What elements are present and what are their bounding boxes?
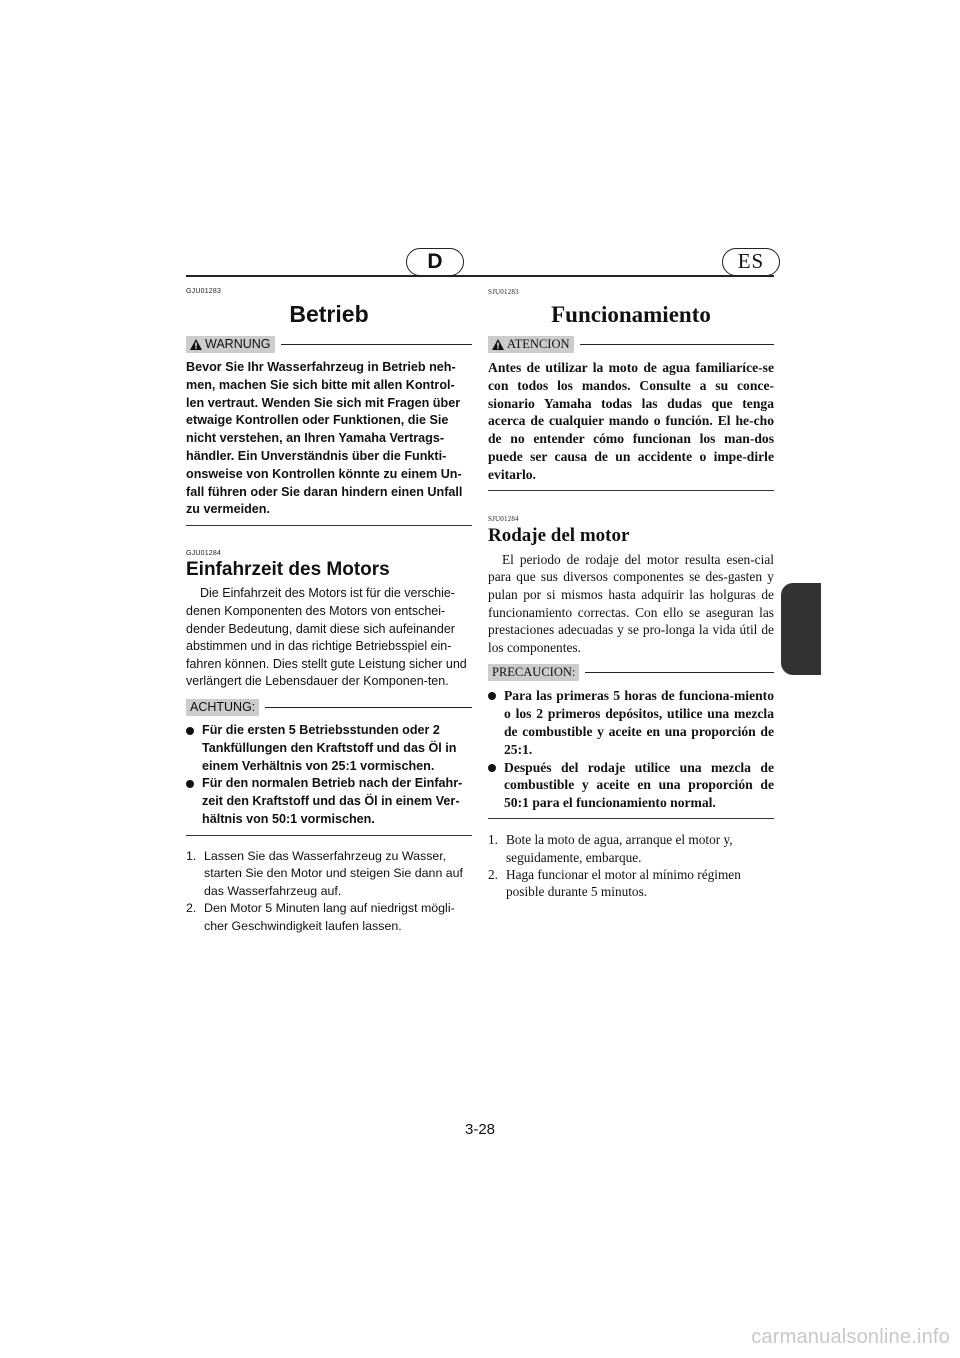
caution-label-row bbox=[488, 664, 774, 681]
list-item: 1. Bote la moto de agua, arranque el motor y, seguidamente, embarque. bbox=[488, 832, 733, 865]
warning-label-row bbox=[488, 336, 774, 353]
page-number: 3-28 bbox=[464, 1121, 496, 1138]
warning-label bbox=[186, 336, 275, 353]
section-code: GJU01283 bbox=[186, 288, 222, 295]
list-item: Für den normalen Betrieb nach der Einfahr-zeit den Kraftstoff und das Öl in einem Ver-hältnis von 50:1 vormischen. bbox=[186, 775, 472, 828]
list-item: Después del rodaje utilice una mezcla de combustible y aceite en una proporción de 50:1 para el funcionamiento normal. bbox=[488, 759, 774, 812]
language-badge-de: D bbox=[406, 248, 464, 276]
body-paragraph: El periodo de rodaje del motor resulta esen-cial para que sus diversos componentes se des-gasten y pulan por si mismos hasta adquirir las holguras de funcionamiento correctas. Con ello se aseguran las prestaciones adecuadas y se pro-longa la vida útil de los componentes. bbox=[488, 551, 774, 655]
body-paragraph: Die Einfahrzeit des Motors ist für die verschie-denen Komponenten des Motors von entschei-dender Bedeutung, damit diese sich aufeinander abstimmen und in das richtige Betriebsspiel ein-fahren können. Dies stellt gute Leistung sicher und verlängert die Lebensdauer der Komponen-ten. bbox=[186, 586, 467, 689]
chapter-tab bbox=[781, 583, 821, 675]
section-code: SJU01284 bbox=[488, 514, 519, 523]
caution-label-row bbox=[186, 699, 472, 716]
list-item: 1. Lassen Sie das Wasserfahrzeug zu Wasser, starten Sie den Motor und steigen Sie dann auf das Wasserfahrzeug auf. bbox=[186, 848, 463, 898]
steps-list bbox=[488, 831, 774, 901]
caution-label: ACHTUNG: bbox=[186, 699, 259, 716]
caution-bullet-list bbox=[186, 722, 472, 829]
bullet-icon bbox=[488, 692, 496, 700]
page-title: Betrieb bbox=[289, 301, 369, 327]
label-rule bbox=[585, 672, 774, 673]
warning-label-row bbox=[186, 336, 472, 353]
section-code: SJU01283 bbox=[488, 288, 519, 296]
warning-text: Antes de utilizar la moto de agua familiaríce-se con todos los mandos. Consulte a su conce-sionario Yamaha todas las dudas que tenga acerca de cualquier mando o función. El he-cho de no entender cómo funcionan los man-dos puede ser causa de un accidente o impe-dirle evitarlo. bbox=[488, 360, 774, 482]
warning-label-text: ATENCION bbox=[507, 337, 570, 351]
caution-bullet-list bbox=[488, 687, 774, 812]
warning-label-text: WARNUNG bbox=[205, 337, 271, 351]
list-item: Für die ersten 5 Betriebsstunden oder 2 Tankfüllungen den Kraftstoff und das Öl in einem Verhältnis von 25:1 vormischen. bbox=[186, 722, 472, 775]
label-rule bbox=[265, 707, 472, 708]
steps-list bbox=[186, 848, 472, 935]
page-title: Funcionamiento bbox=[551, 302, 711, 327]
list-item: 2. Den Motor 5 Minuten lang auf niedrigst mögli-cher Geschwindigkeit laufen lassen. bbox=[186, 901, 455, 933]
bullet-icon bbox=[186, 727, 194, 735]
list-item: Para las primeras 5 horas de funciona-miento o los 2 primeros depósitos, utilice una mezcla de combustible y aceite en una proporción de 25:1. bbox=[488, 687, 774, 758]
label-rule bbox=[281, 344, 472, 345]
section-title: Einfahrzeit des Motors bbox=[186, 559, 390, 581]
section-title: Rodaje del motor bbox=[488, 524, 630, 546]
warning-triangle-icon bbox=[190, 339, 202, 350]
bullet-icon bbox=[488, 764, 496, 772]
list-item: 2. Haga funcionar el motor al mínimo régimen posible durante 5 minutos. bbox=[488, 866, 741, 900]
header-rule bbox=[186, 275, 774, 277]
bullet-icon bbox=[186, 780, 194, 788]
warning-text: Bevor Sie Ihr Wasserfahrzeug in Betrieb neh-men, machen Sie sich bitte mit allen Kontrol-len vertraut. Wenden Sie sich mit Fragen über etwaige Kontrollen oder Funktionen, die Sie nicht verstehen, an Ihren Yamaha Vertrags-händler. Ein Unverständnis über die Funkti-onsweise von Kontrollen könnte zu einem Un-fall führen oder Sie daran hindern einen Unfall zu vermeiden. bbox=[186, 360, 463, 517]
section-code: GJU01284 bbox=[186, 550, 222, 558]
column-spanish bbox=[488, 288, 774, 901]
warning-triangle-icon bbox=[492, 339, 504, 350]
watermark: carmanualsonline.info bbox=[751, 1326, 950, 1348]
caution-label: PRECAUCION: bbox=[488, 664, 579, 681]
language-badge-es: ES bbox=[722, 248, 780, 276]
warning-label bbox=[488, 336, 574, 353]
column-german bbox=[186, 288, 472, 935]
label-rule bbox=[580, 344, 775, 345]
